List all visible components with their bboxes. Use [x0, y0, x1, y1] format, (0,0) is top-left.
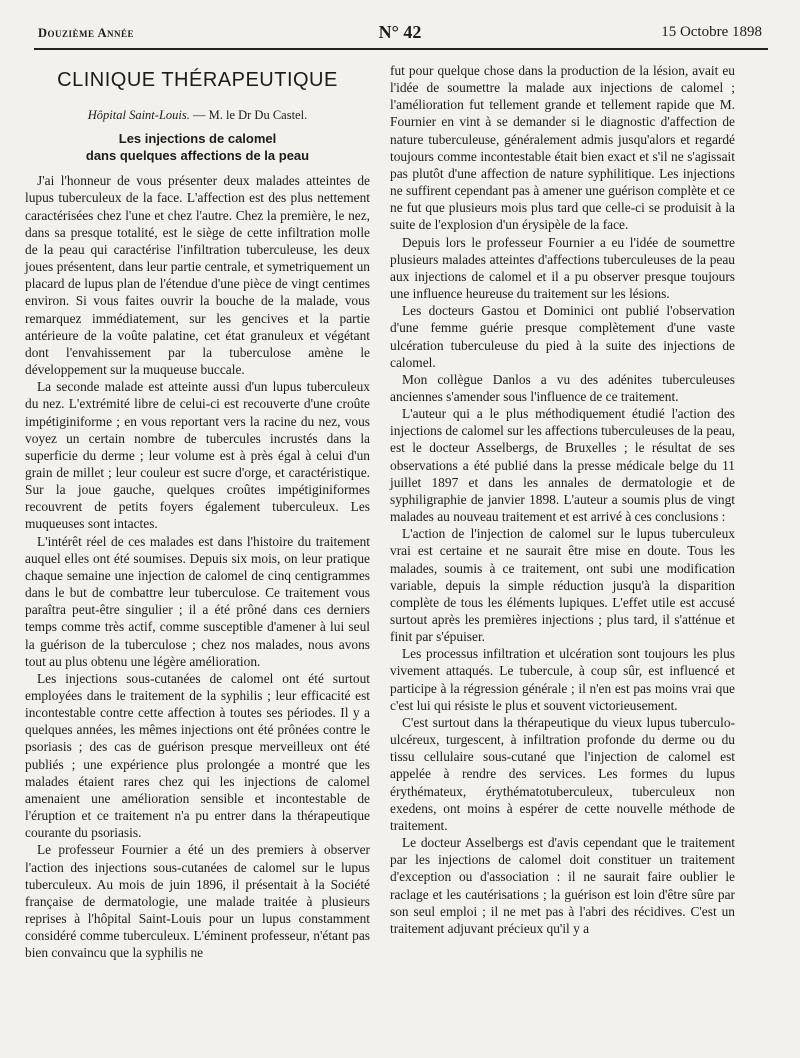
paragraph: Les injections sous-cutanées de calomel ont été surtout employées dans le traitement de la syphilis ; leur efficacité est incontestable contre cette affection à toutes ses périodes. Il y a quelques années, les mêmes injections ont été prônées contre le psoriasis ; des cas de guérison presque merveilleux ont été publiés ; une expérience plus prolongée a montré que les malades étaient rares chez qui les injections de calomel amenaient une amélioration sensible et incontestable de l'éruption et ce traitement n'a pu entrer dans la thérapeutique courante du psoriasis. [25, 670, 370, 841]
hospital-name: Hôpital Saint-Louis. [87, 108, 190, 123]
right-column [390, 62, 735, 937]
paragraph: L'auteur qui a le plus méthodiquement étudié l'action des injections de calomel sur les affections tuberculeuses de la peau, est le docteur Asselbergs, de Bruxelles ; le résultat de ses observations a été publié dans la presse médicale belge du 11 juillet 1897 et dans les annales de dermatologie et de syphiligraphie de janvier 1898. L'auteur a soumis plus de vingt malades au nouveau traitement et est arrivé à ces conclusions : [390, 406, 735, 525]
volume-label: Douzième Année [38, 26, 135, 40]
paragraph: Les docteurs Gastou et Dominici ont publié l'observation d'une femme guérie presque complètement d'une vaste ulcération tuberculeuse du pied à la suite des injections de calomel. [390, 303, 735, 370]
author-name: — M. le Dr Du Castel. [192, 108, 308, 123]
paragraph: Le professeur Fournier a été un des premiers à observer l'action des injections sous-cutanées de calomel sur le lupus tuberculeux. Au mois de juin 1896, il présentait à la Société française de dermatologie, une malade traitée à plusieurs reprises à l'hôpital Saint-Louis pour un lupus constamment considéré comme tuberculeux. L'éminent professeur, n'étant pas bien convaincu que la syphilis ne [25, 842, 370, 961]
left-column [25, 62, 370, 962]
paragraph: Depuis lors le professeur Fournier a eu l'idée de soumettre plusieurs malades atteintes d'affections tuberculeuses de la peau aux injections de calomel et il a pu observer presque toujours une influence heureuse du traitement sur les lésions. [390, 234, 735, 302]
issue-date: 15 Octobre 1898 [661, 24, 762, 40]
subtitle-line-1: Les injections de calomel [118, 131, 277, 147]
article-subtitle [25, 130, 370, 164]
article-title: CLINIQUE THÉRAPEUTIQUE [57, 69, 338, 91]
paragraph: fut pour quelque chose dans la production de la lésion, avait eu l'idée de soumettre la malade aux injections de calomel ; l'amélioration fut tellement grande et tellement rapide que M. Fournier en vint à se demander si le diagnostic d'affection de nature tuberculeuse, généralement admis jusqu'alors et regardé toujours comme incontestable était bien exact et s'il ne s'agissait pas plutôt d'une affection de nature syphilitique. Les injections ne suffirent cependant pas à amener une guérison complète et ce ne fut que plusieurs mois plus tard que celle-ci se produisit à la suite de l'explosion d'un érysipèle de la face. [390, 63, 735, 233]
paragraph: Les processus infiltration et ulcération sont toujours les plus vivement attaqués. Le tubercule, à coup sûr, est influencé et participe à la régression générale ; il n'en est pas moins vrai que c'est lui qui résiste le plus et souvent victorieusement. [390, 646, 735, 713]
paragraph: J'ai l'honneur de vous présenter deux malades atteintes de lupus tuberculeux de la face. L'affection est des plus nettement caractérisées chez l'une et chez l'autre. Chez la première, le nez, dans sa presque totalité, est le siège de cette infiltration molle de la peau qui caractérise l'infiltration tuberculeuse, les deux joues présentent, dans leur partie centrale, et symetriquement un placard de lupus plan de l'étendue d'une pièce de vingt centimes environ. Si vous faites ouvrir la bouche de la malade, vous remarquez immédiatement, sur les gencives et la partie antérieure de la voûte palatine, cet état granuleux et végétant dont l'envahissement par la tuberculose amène le développement sur la muqueuse buccale. [25, 173, 370, 378]
subtitle-line-2: dans quelques affections de la peau [85, 148, 310, 164]
paragraph: L'intérêt réel de ces malades est dans l'histoire du traitement auquel elles ont été soumises. Depuis six mois, on leur pratique chaque semaine une injection de calomel de cinq centigrammes dans le but de combattre leur tuberculose. Ce traitement vous paraîtra peut-être singulier ; il a été prôné dans ces derniers temps comme très actif, comme susceptible d'amener à lui seul la guérison de la tuberculose ; chez nos malades, nous avons tout au plus obtenu une légère amélioration. [25, 533, 370, 669]
page-header [30, 22, 770, 46]
issue-number: N° 42 [378, 22, 422, 42]
paragraph: Le docteur Asselbergs est d'avis cependant que le traitement par les injections de calomel doit constituer un traitement d'exception ou d'association : il ne saurait faire oublier le raclage et les cautérisations ; la guérison est loin d'être sûre par son seul emploi ; il ne met pas à l'abri des récidives. C'est un traitement adjuvant précieux qu'il y a [390, 835, 735, 936]
paragraph: La seconde malade est atteinte aussi d'un lupus tuberculeux du nez. L'extrémité libre de celui-ci est recouverte d'une croûte impétiginiforme ; en vous reportant vers la racine du nez, vous voyez un certain nombre de tubercules incrustés dans la superficie du derme ; leur volume est à près égal à celui d'un grain de millet ; leur couleur est sucre d'orge, et caractéristique. Sur la joue gauche, quelques croûtes impétiginiformes recouvrent de petits foyers également tuberculeux. Les muqueuses sont intactes. [25, 379, 370, 532]
paragraph: L'action de l'injection de calomel sur le lupus tuberculeux vrai est certaine et ne saurait être mise en doute. Tous les malades, soumis à ce traitement, ont subi une modification variable, depuis la simple réduction jusqu'à la disparition complète de tous les éléments lupiques. L'effet utile est accusé surtout après les premières injections ; plus tard, il s'atténue et finit par s'épuiser. [390, 526, 735, 645]
paragraph: Mon collègue Danlos a vu des adénites tuberculeuses anciennes s'amender sous l'influence de ce traitement. [390, 371, 735, 404]
paragraph: C'est surtout dans la thérapeutique du vieux lupus tuberculo-ulcéreux, turgescent, à infiltration profonde du derme ou du tissu cellulaire sous-cutané que l'injection de calomel est appelée à rendre des services. Les formes du lupus érythémateux, érythématotuberculeux, tuberculeux non exedens, ont moins à espérer de cette nouvelle méthode de traitement. [390, 714, 735, 833]
article-byline [25, 107, 370, 124]
header-rule [34, 48, 768, 50]
